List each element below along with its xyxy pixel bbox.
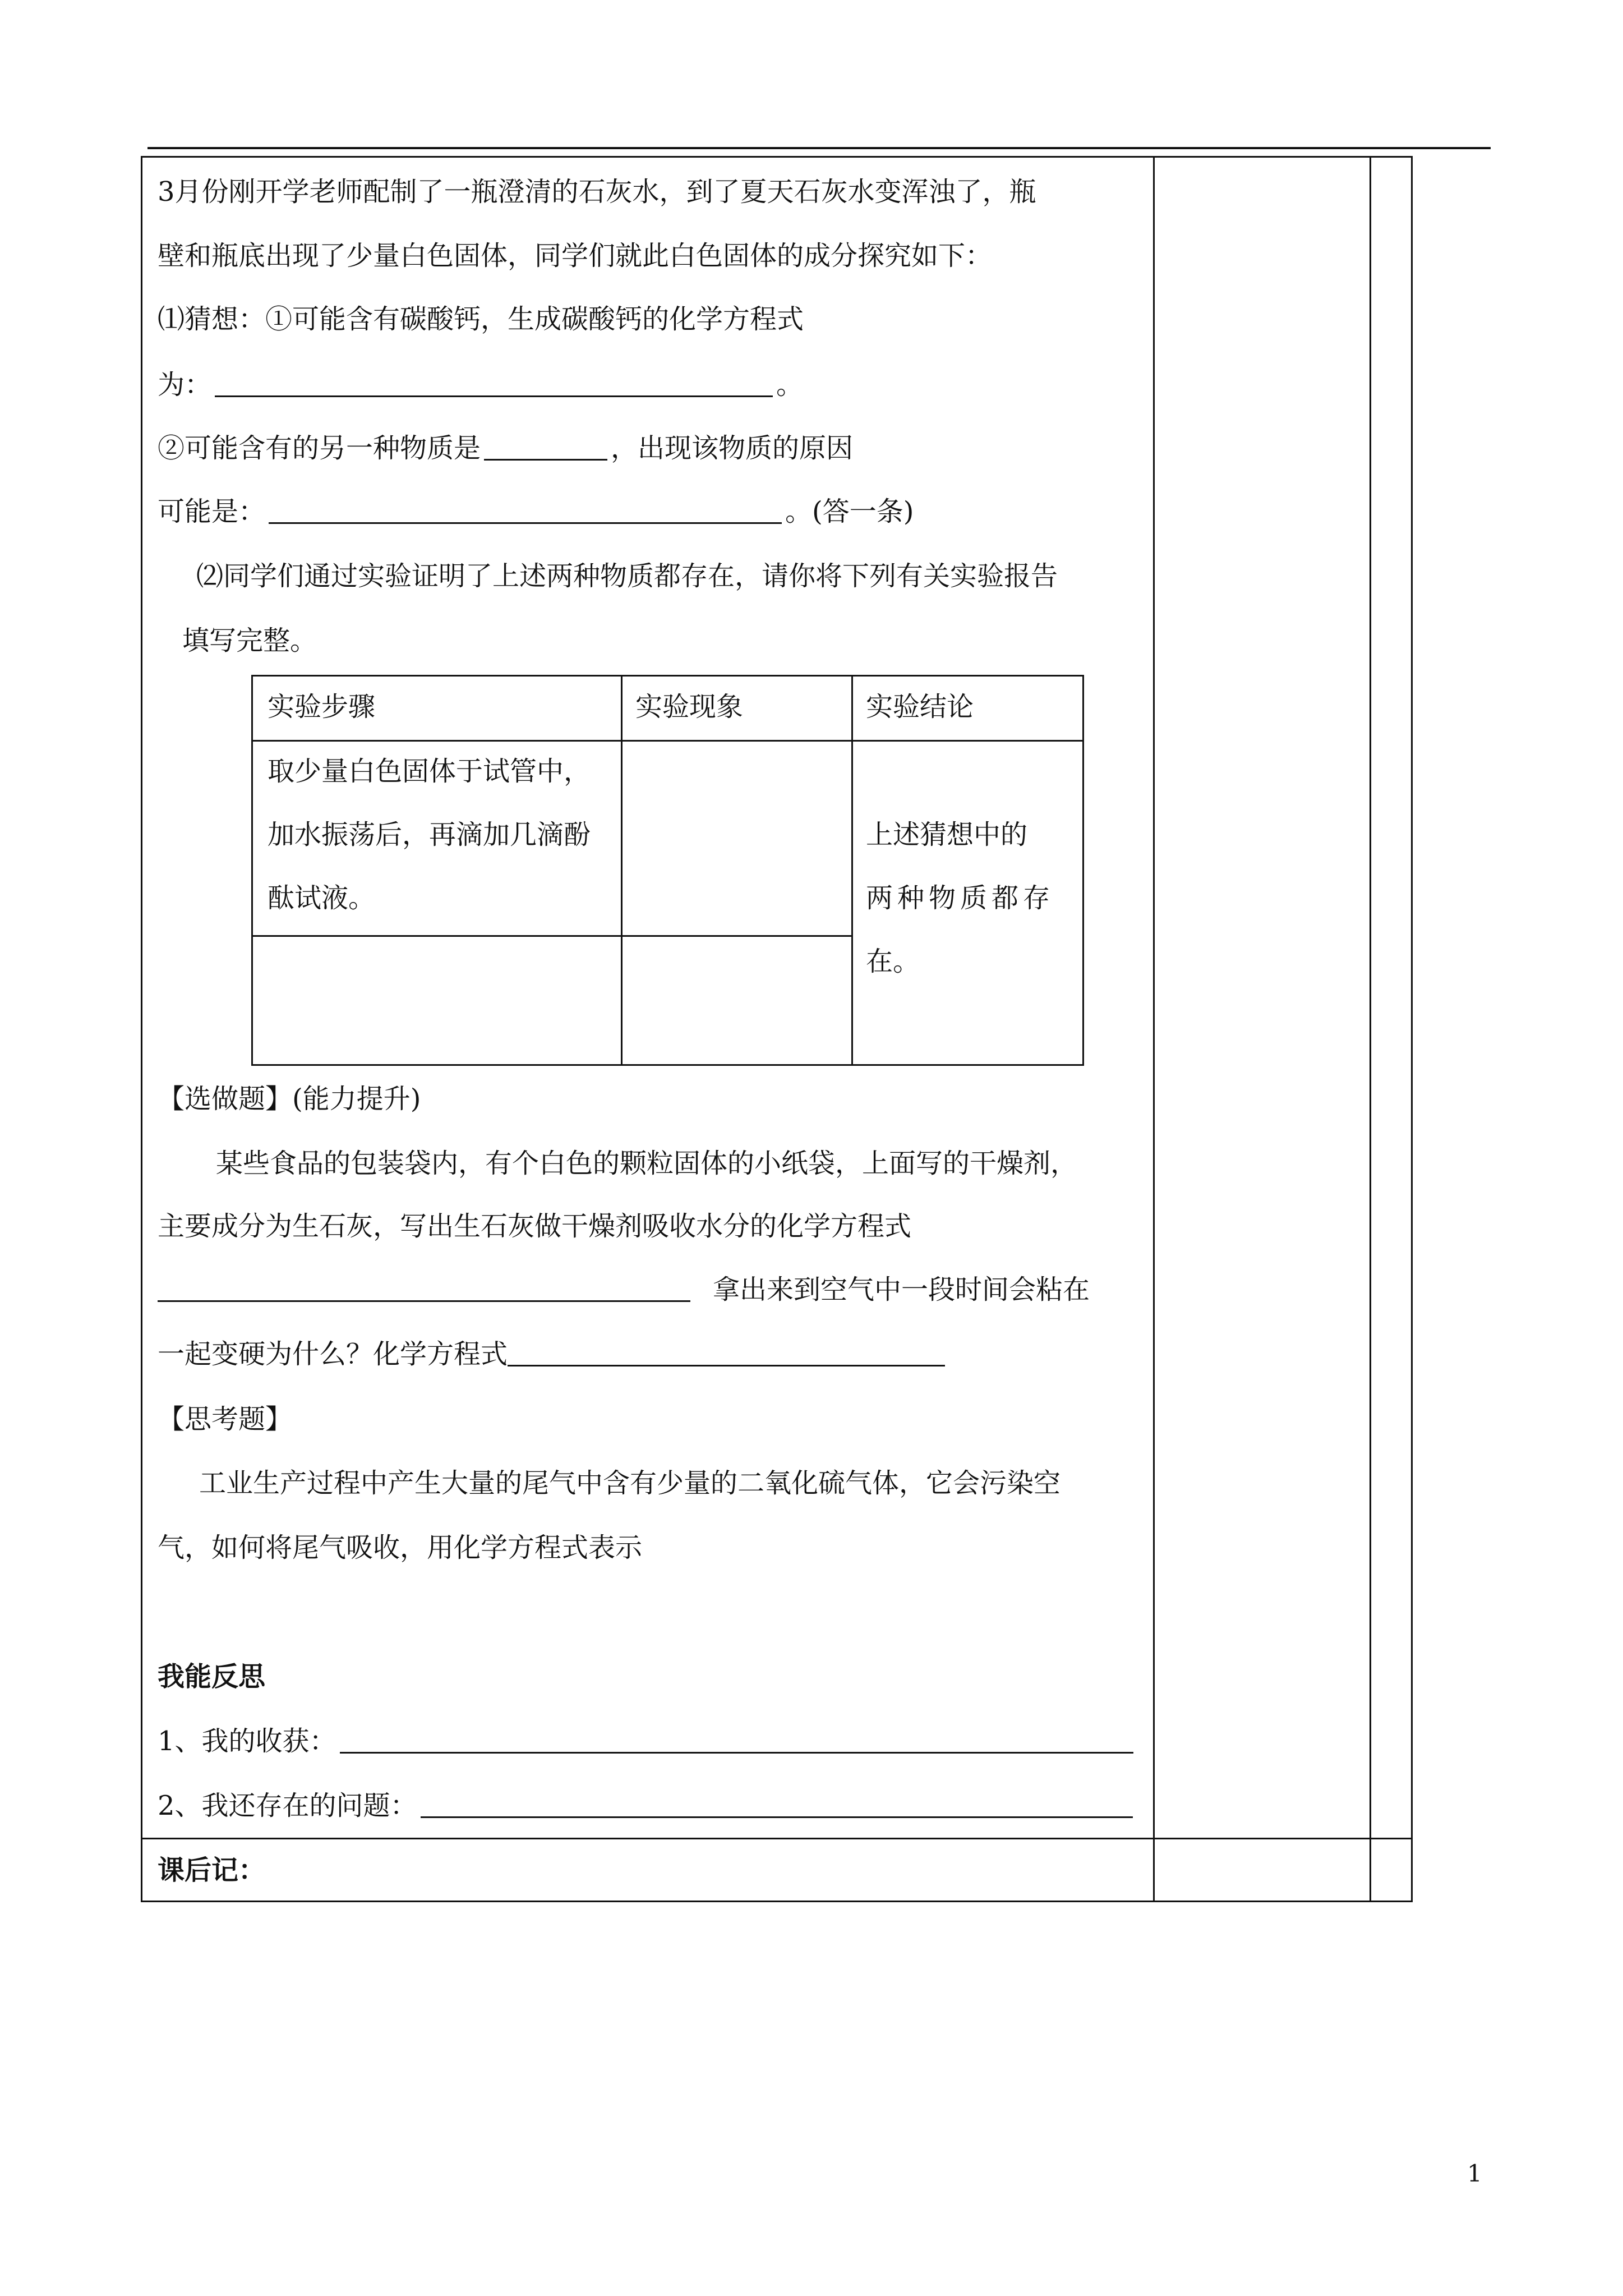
- exp-conclusion-line: 在。: [866, 946, 920, 977]
- optional-line-2: 主要成分为生石灰，写出生石灰做干燥剂吸收水分的化学方程式: [158, 1211, 912, 1242]
- q2-line-2: 填写完整。: [182, 625, 317, 656]
- q2-line-1: ⑵同学们通过实验证明了上述两种物质都存在，请你将下列有关实验报告: [196, 560, 1058, 592]
- optional-line-4: 一起变硬为什么？化学方程式: [158, 1341, 948, 1368]
- answer-blank[interactable]: [215, 395, 773, 397]
- after-class-note: 课后记：: [158, 1855, 266, 1886]
- q1-substance-line: ②可能含有的另一种物质是 ，出现该物质的原因: [158, 432, 854, 464]
- exp-phenomenon-1-blank[interactable]: [635, 758, 837, 926]
- optional-heading: 【选做题】(能力提升): [158, 1083, 421, 1115]
- exp-phenomenon-2-blank[interactable]: [635, 946, 837, 1052]
- exp-row-divider: [253, 935, 851, 937]
- answer-blank[interactable]: [269, 522, 782, 524]
- answer-blank[interactable]: [508, 1365, 945, 1366]
- table-row-divider: [141, 1838, 1413, 1839]
- exp-header-step: 实验步骤: [268, 691, 376, 723]
- q1-guess-line: ⑴猜想：①可能含有碳酸钙，生成碳酸钙的化学方程式: [158, 303, 804, 335]
- page-number: 1: [1467, 2160, 1482, 2187]
- reflection-problem: 2、我还存在的问题：: [158, 1792, 1136, 1819]
- exp-header-divider: [253, 740, 1082, 742]
- exp-header-conclusion: 实验结论: [866, 691, 974, 723]
- thinking-line-2: 气，如何将尾气吸收，用化学方程式表示: [158, 1532, 643, 1563]
- exp-step-1-line: 酞试液。: [268, 882, 376, 914]
- exp-col-divider: [851, 677, 853, 1064]
- answer-blank[interactable]: [340, 1752, 1133, 1754]
- exp-col-divider: [621, 677, 623, 1064]
- intro-line-2: 壁和瓶底出现了少量白色固体，同学们就此白色固体的成分探究如下：: [158, 240, 993, 272]
- exp-step-2-blank[interactable]: [268, 946, 610, 1052]
- header-rule: [147, 147, 1491, 149]
- table-column-divider: [1370, 156, 1371, 1902]
- experiment-report-table: [251, 675, 1084, 1066]
- thinking-heading: 【思考题】: [158, 1404, 293, 1435]
- exp-header-phenomenon: 实验现象: [635, 691, 744, 723]
- exp-conclusion-line: 上述猜想中的: [866, 819, 1028, 850]
- answer-blank[interactable]: [484, 459, 607, 461]
- optional-line-1: 某些食品的包装袋内，有个白色的颗粒固体的小纸袋，上面写的干燥剂，: [216, 1148, 1078, 1179]
- exp-conclusion-line: 两种物质都存: [866, 882, 1055, 914]
- answer-blank[interactable]: [421, 1816, 1133, 1818]
- exp-step-1-line: 加水振荡后，再滴加几滴酚: [268, 819, 591, 850]
- exp-step-1-line: 取少量白色固体于试管中，: [268, 756, 591, 787]
- intro-line-1: 3月份刚开学老师配制了一瓶澄清的石灰水，到了夏天石灰水变浑浊了，瓶: [158, 176, 1036, 208]
- thinking-line-1: 工业生产过程中产生大量的尾气中含有少量的二氧化硫气体，它会污染空: [199, 1467, 1061, 1499]
- q1-reason-line: 可能是： 。(答一条): [158, 496, 914, 527]
- reflection-gain: 1、我的收获：: [158, 1728, 1137, 1755]
- optional-line-3: 拿出来到空气中一段时间会粘在: [158, 1276, 1090, 1303]
- q1-equation-line: 为： 。: [158, 369, 804, 401]
- reflection-heading: 我能反思: [158, 1661, 266, 1692]
- answer-blank[interactable]: [158, 1300, 690, 1302]
- table-column-divider: [1153, 156, 1155, 1902]
